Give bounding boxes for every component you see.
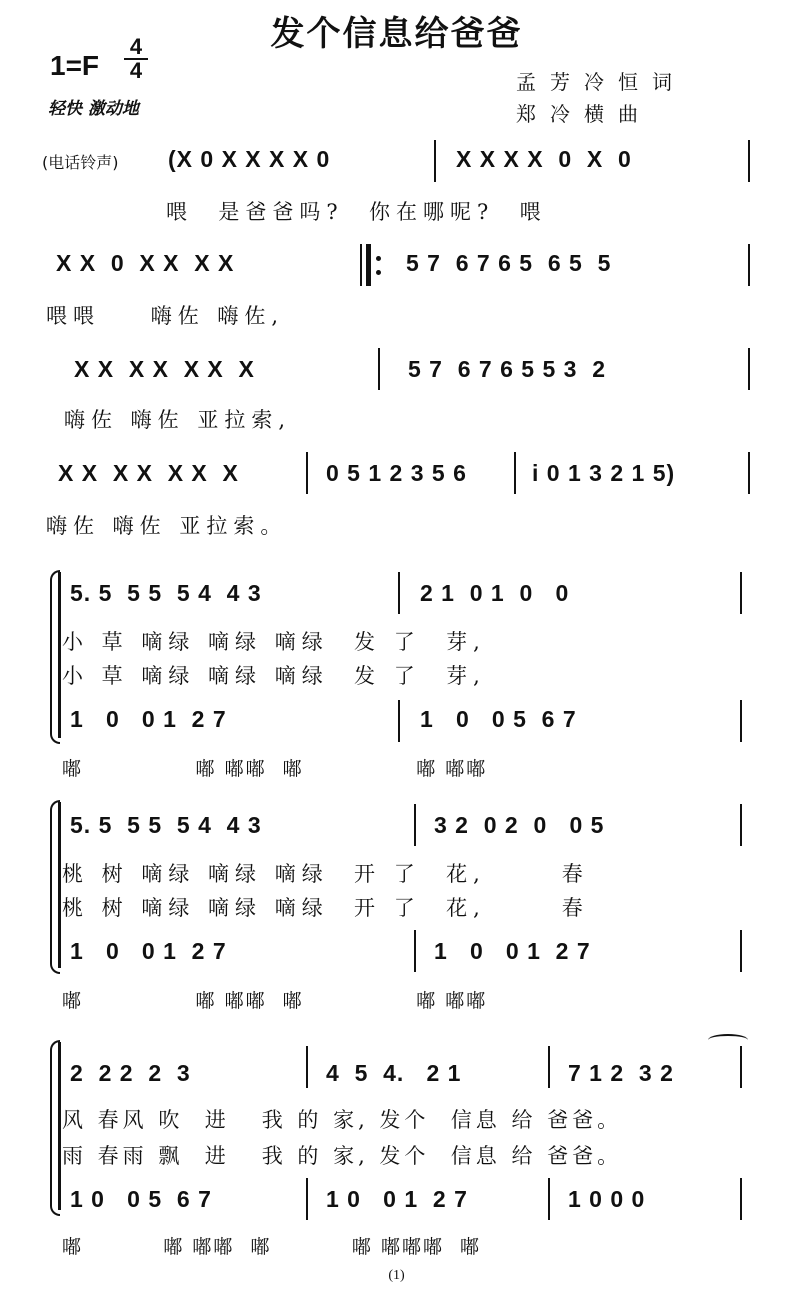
barline bbox=[548, 1178, 550, 1220]
repeat-thick-bar bbox=[366, 244, 371, 286]
time-numerator: 4 bbox=[124, 36, 148, 60]
repeat-dot bbox=[376, 256, 381, 261]
barline bbox=[740, 1046, 742, 1088]
barline bbox=[398, 572, 400, 614]
barline bbox=[740, 572, 742, 614]
accompaniment-notes: 1 0 0 1 2 7 bbox=[326, 1186, 468, 1212]
barline bbox=[548, 1046, 550, 1088]
barline bbox=[514, 452, 516, 494]
intro-notes: (X 0 X X X X 0 bbox=[168, 146, 331, 172]
barline bbox=[414, 804, 416, 846]
accompaniment-notes: 1 0 0 1 2 7 bbox=[70, 938, 227, 964]
melody-notes: 5. 5 5 5 5 4 4 3 bbox=[70, 812, 262, 838]
barline bbox=[378, 348, 380, 390]
melody-notes: 5. 5 5 5 5 4 4 3 bbox=[70, 580, 262, 606]
lyric-verse-2: 桃 树 嘀绿 嘀绿 嘀绿 开 了 花, 春 bbox=[62, 896, 589, 920]
ringtone-label: (电话铃声) bbox=[42, 153, 119, 172]
melody-notes: 3 2 0 2 0 0 5 bbox=[434, 812, 605, 838]
key-signature: 1=F bbox=[50, 50, 100, 81]
intro-notes: X X 0 X X X X bbox=[56, 250, 235, 276]
lyricist-credit: 孟芳冷恒词 bbox=[516, 70, 686, 94]
lyric-verse-2: 雨 春雨 飘 进 我 的 家, 发个 信息 给 爸爸。 bbox=[62, 1144, 623, 1168]
melody-notes: 2 2 2 2 3 bbox=[70, 1060, 191, 1086]
barline bbox=[748, 348, 750, 390]
composer-credit: 郑冷横曲 bbox=[516, 102, 652, 126]
intro-notes: X X X X X X X bbox=[58, 460, 239, 486]
barline bbox=[414, 930, 416, 972]
accompaniment-lyric: 嘟 嘟 嘟嘟 嘟 嘟 嘟嘟 bbox=[62, 758, 488, 780]
barline bbox=[434, 140, 436, 182]
song-title: 发个信息给爸爸 bbox=[270, 14, 523, 54]
melody-notes: 7 1 2 3 2 bbox=[568, 1060, 674, 1086]
barline bbox=[740, 700, 742, 742]
barline bbox=[306, 452, 308, 494]
intro-notes: 5 7 6 7 6 5 6 5 5 bbox=[406, 250, 612, 276]
accompaniment-notes: 1 0 0 1 2 7 bbox=[434, 938, 591, 964]
system-bracket bbox=[58, 572, 61, 738]
melody-notes: 4 5 4. 2 1 bbox=[326, 1060, 462, 1086]
intro-notes: 5 7 6 7 6 5 5 3 2 bbox=[408, 356, 607, 382]
intro-lyric: 喂喂 嗨佐 嗨佐, bbox=[46, 304, 285, 328]
system-bracket bbox=[58, 1042, 61, 1210]
system-bracket bbox=[58, 802, 61, 968]
accompaniment-notes: 1 0 0 0 bbox=[568, 1186, 646, 1212]
time-denominator: 4 bbox=[129, 58, 143, 83]
melody-notes: 2 1 0 1 0 0 bbox=[420, 580, 570, 606]
intro-notes: 0 5 1 2 3 5 6 bbox=[326, 460, 467, 486]
lyric-verse-2: 小 草 嘀绿 嘀绿 嘀绿 发 了 芽, bbox=[62, 664, 486, 688]
intro-lyric: 嗨佐 嗨佐 亚拉索。 bbox=[46, 514, 288, 538]
accompaniment-notes: 1 0 0 1 2 7 bbox=[70, 706, 227, 732]
intro-lyric: 嗨佐 嗨佐 亚拉索, bbox=[64, 408, 292, 432]
barline bbox=[306, 1046, 308, 1088]
lyric-verse-1: 桃 树 嘀绿 嘀绿 嘀绿 开 了 花, 春 bbox=[62, 862, 589, 886]
barline bbox=[740, 930, 742, 972]
time-signature bbox=[124, 36, 148, 82]
intro-notes: i 0 1 3 2 1 5) bbox=[532, 460, 676, 486]
intro-notes: X X X X 0 X 0 bbox=[456, 146, 632, 172]
intro-notes: X X X X X X X bbox=[74, 356, 255, 382]
barline bbox=[740, 1178, 742, 1220]
intro-lyric: 喂 是爸爸吗? 你在哪呢? 喂 bbox=[166, 200, 547, 224]
barline bbox=[740, 804, 742, 846]
page-number: (1) bbox=[388, 1268, 405, 1283]
barline bbox=[748, 140, 750, 182]
barline bbox=[306, 1178, 308, 1220]
accompaniment-notes: 1 0 0 5 6 7 bbox=[70, 1186, 212, 1212]
repeat-thick-bar bbox=[360, 244, 362, 286]
accompaniment-lyric: 嘟 嘟 嘟嘟 嘟 嘟 嘟嘟 bbox=[62, 990, 488, 1012]
barline bbox=[398, 700, 400, 742]
tie-slur bbox=[708, 1034, 748, 1046]
accompaniment-notes: 1 0 0 5 6 7 bbox=[420, 706, 577, 732]
lyric-verse-1: 风 春风 吹 进 我 的 家, 发个 信息 给 爸爸。 bbox=[62, 1108, 623, 1132]
barline bbox=[748, 244, 750, 286]
tempo-marking: 轻快 激动地 bbox=[48, 99, 139, 119]
repeat-dot bbox=[376, 270, 381, 275]
barline bbox=[748, 452, 750, 494]
lyric-verse-1: 小 草 嘀绿 嘀绿 嘀绿 发 了 芽, bbox=[62, 630, 486, 654]
accompaniment-lyric: 嘟 嘟 嘟嘟 嘟 嘟 嘟嘟嘟 嘟 bbox=[62, 1236, 482, 1258]
